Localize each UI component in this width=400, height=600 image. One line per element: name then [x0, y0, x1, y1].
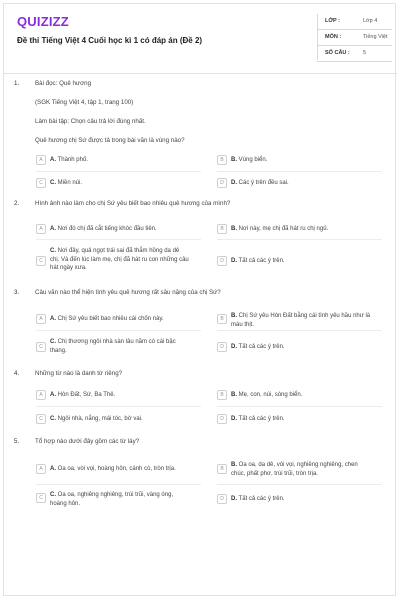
- option-text: D. Các ý trên đều sai.: [231, 180, 289, 186]
- option-box[interactable]: B: [217, 314, 227, 324]
- option-box[interactable]: A: [36, 224, 46, 234]
- option-box[interactable]: C: [36, 342, 46, 352]
- option-divider: [36, 171, 201, 172]
- worksheet-page: [3, 3, 396, 596]
- question-line: Câu văn nào thể hiện tình yêu quê hương rất sâu nặng của chị Sứ?: [35, 289, 221, 296]
- question-line: Những từ nào là danh từ riêng?: [35, 370, 123, 377]
- question-number: 1.: [14, 80, 20, 87]
- option-text: D. Tất cả các ý trên.: [231, 344, 285, 350]
- option-divider: [36, 330, 201, 331]
- option-box[interactable]: D: [217, 256, 227, 266]
- option-box[interactable]: B: [217, 155, 227, 165]
- option-text: B. Oa oa, da dẻ, vòi vọi, nghiêng nghiêng, chen chúc, phất phơ, trùi trũi, tròn trịa.: [231, 462, 358, 477]
- option-box[interactable]: A: [36, 155, 46, 165]
- option-box[interactable]: D: [217, 414, 227, 424]
- question-line: Hình ảnh nào làm cho chị Sứ yêu biết bao nhiêu quê hương của mình?: [35, 200, 231, 207]
- meta-row-grade: [317, 14, 392, 30]
- meta-value: Tiếng Việt: [363, 34, 388, 40]
- option-text: C. Nơi đây, quả ngọt trái sai đã thắm hồng da dẻ chị. Và đến lúc làm mẹ, chị đã hát ru con những câu hát ngày xưa.: [50, 248, 189, 271]
- question-number: 3.: [14, 289, 20, 296]
- option-text: D. Tất cả các ý trên.: [231, 496, 285, 502]
- option-divider: [217, 406, 382, 407]
- meta-label: LỚP :: [325, 18, 340, 24]
- option-box[interactable]: C: [36, 256, 46, 266]
- question-text: [35, 289, 375, 302]
- option-text: C. Ngôi nhà, nắng, mái tóc, bờ vai.: [50, 416, 143, 422]
- worksheet-header: [4, 4, 397, 74]
- page-title: Đề thi Tiếng Việt 4 Cuối học kì 1 có đáp án (Đề 2): [17, 36, 203, 45]
- option-divider: [217, 484, 382, 485]
- option-text: C. Oa oa, nghiêng nghiêng, trùi trũi, vàng óng, hoàng hôn.: [50, 492, 174, 507]
- header-rule: [4, 73, 397, 74]
- question-line: Tổ hợp nào dưới đây gồm các từ láy?: [35, 438, 140, 445]
- meta-value: Lớp 4: [363, 18, 378, 24]
- option-text: A. Hòn Đất, Sứ, Ba Thê.: [50, 392, 116, 398]
- option-box[interactable]: C: [36, 178, 46, 188]
- option-text: B. Chị Sứ yêu Hòn Đất bằng cái tình yêu hầu như là máu thịt.: [231, 313, 371, 328]
- option-text: B. Mẹ, con, núi, sóng biển.: [231, 392, 303, 398]
- option-divider: [217, 239, 382, 240]
- option-box[interactable]: C: [36, 493, 46, 503]
- option-text: C. Miền núi.: [50, 180, 83, 186]
- meta-label: SỐ CÂU :: [325, 50, 350, 56]
- option-text: B. Nơi này, mẹ chị đã hát ru chị ngủ.: [231, 226, 329, 232]
- option-divider: [36, 406, 201, 407]
- option-divider: [36, 484, 201, 485]
- meta-row-count: [317, 46, 392, 62]
- question-line: Quê hương chị Sứ được tả trong bài văn là vùng nào?: [35, 137, 185, 144]
- option-box[interactable]: A: [36, 464, 46, 474]
- option-text: A. Chị Sứ yêu biết bao nhiêu cái chốn này.: [50, 316, 164, 322]
- question-number: 2.: [14, 200, 20, 207]
- question-number: 4.: [14, 370, 20, 377]
- option-divider: [217, 330, 382, 331]
- question-line: Bài đọc: Quê hương: [35, 80, 92, 87]
- quizizz-logo: QUIZIZZ: [17, 14, 69, 29]
- option-text: D. Tất cả các ý trên.: [231, 258, 285, 264]
- option-divider: [36, 239, 201, 240]
- option-text: B. Vùng biển.: [231, 157, 268, 163]
- option-text: A. Thành phố.: [50, 157, 88, 163]
- option-box[interactable]: D: [217, 494, 227, 504]
- meta-value: 5: [363, 50, 367, 56]
- option-text: A. Oa oa, vòi vọi, hoàng hôn, cánh cò, tròn trịa.: [50, 466, 176, 472]
- question-text: [35, 438, 375, 451]
- meta-label: MÔN :: [325, 34, 342, 40]
- option-divider: [217, 171, 382, 172]
- meta-row-subject: [317, 30, 392, 46]
- option-box[interactable]: D: [217, 178, 227, 188]
- question-text: [35, 200, 375, 213]
- option-box[interactable]: C: [36, 414, 46, 424]
- question-text: [35, 80, 375, 150]
- option-box[interactable]: A: [36, 390, 46, 400]
- option-text: A. Nơi đó chị đã cắt tiếng khóc đầu tiên.: [50, 226, 157, 232]
- question-text: [35, 370, 375, 383]
- meta-table: [317, 14, 392, 62]
- option-box[interactable]: D: [217, 342, 227, 352]
- question-line: (SGK Tiếng Việt 4, tập 1, trang 100): [35, 99, 134, 106]
- question-line: Làm bài tập: Chọn câu trả lời đúng nhất.: [35, 118, 146, 125]
- option-text: D. Tất cả các ý trên.: [231, 416, 285, 422]
- option-box[interactable]: A: [36, 314, 46, 324]
- option-box[interactable]: B: [217, 224, 227, 234]
- option-box[interactable]: B: [217, 390, 227, 400]
- option-text: C. Chị thương ngôi nhà sàn lâu năm có cái bậc thang.: [50, 339, 176, 354]
- question-number: 5.: [14, 438, 20, 445]
- option-box[interactable]: B: [217, 464, 227, 474]
